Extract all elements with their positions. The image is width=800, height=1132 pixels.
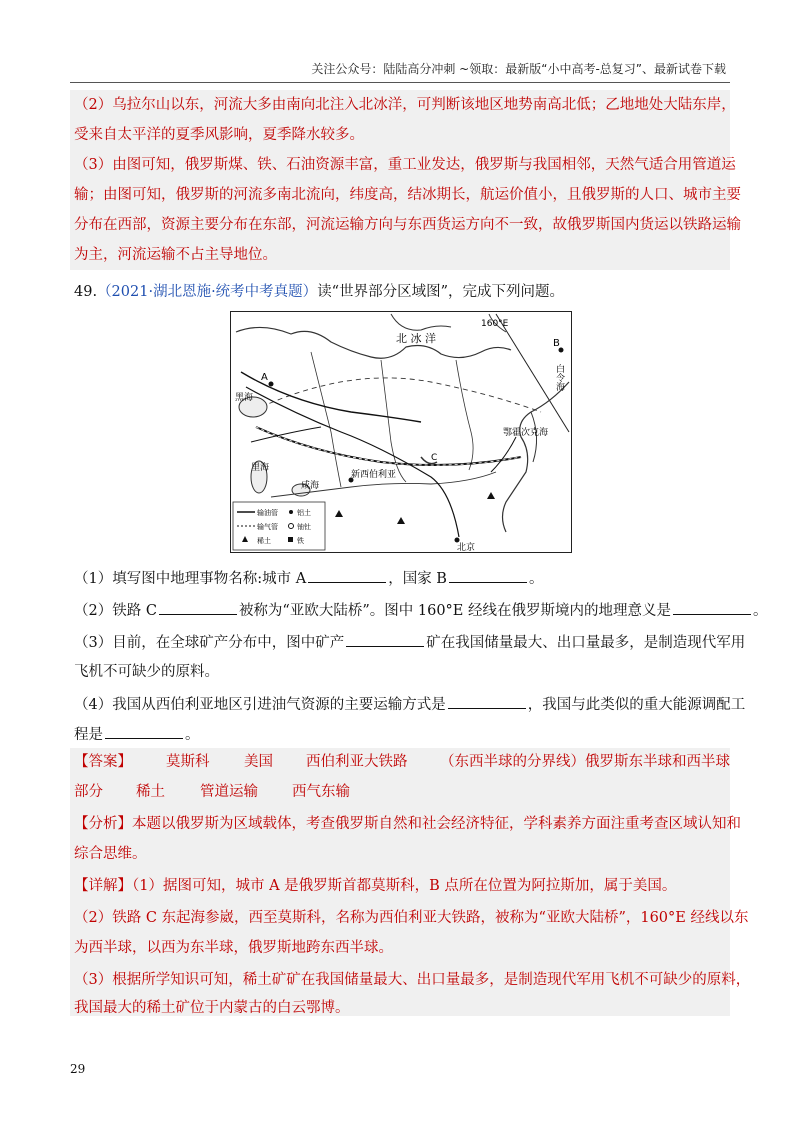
pacific-coastline — [503, 382, 570, 532]
legend-bauxite-symbol — [289, 510, 293, 514]
blank-meridian-meaning[interactable] — [673, 600, 751, 615]
rare-earth-marker-3 — [487, 492, 495, 499]
prev-answer-p3-line3: 分布在西部，资源主要分布在东部，河流运输方向与东西货运方向不一致，故俄罗斯国内货运以铁路运输 — [74, 217, 741, 233]
subquestion-3-line2: 飞机不可缺少的原料。 — [74, 664, 219, 680]
rare-earth-marker-2 — [335, 510, 343, 517]
label-bering-sea-text: 白令海 — [554, 364, 564, 391]
legend-rare-earth-text: 稀土 — [257, 537, 271, 545]
label-beijing: 北京 — [457, 543, 476, 552]
answer-line2 — [74, 782, 474, 802]
pipeline-north — [241, 372, 421, 422]
q4-text-a: （4）我国从西伯利亚地区引进油气资源的主要运输方式是 — [74, 697, 446, 713]
detail-p1 — [74, 876, 676, 896]
answer-2: 美国 — [244, 754, 273, 770]
page-number: 29 — [70, 1062, 86, 1076]
prev-answer-p3-line4: 为主，河流运输不占主导地位。 — [74, 247, 277, 263]
question-heading — [74, 282, 564, 302]
blank-energy-project[interactable] — [105, 724, 183, 739]
answer-4: （东西半球的分界线）俄罗斯东半球和西半球 — [440, 754, 730, 770]
map-drawing — [231, 312, 571, 552]
detail-p3-line2: 我国最大的稀土矿位于内蒙古的白云鄂博。 — [74, 1000, 350, 1016]
label-a: A — [261, 372, 268, 383]
q2-text-c: 。 — [753, 603, 768, 619]
subquestion-4 — [74, 694, 745, 715]
subquestion-2 — [74, 600, 768, 621]
answer-3: 西伯利亚大铁路 — [306, 754, 408, 770]
q4-text-c: 程是 — [74, 727, 103, 743]
q4-text-d: 。 — [185, 727, 200, 743]
prev-answer-p3-line2: 输；由图可知，俄罗斯的河流多南北流向，纬度高，结冰期长，航运价值小，且俄罗斯的人口、城市主要 — [74, 187, 741, 203]
answer-tag: 【答案】 — [74, 754, 132, 770]
q1-text-c: 。 — [528, 571, 544, 587]
label-novosibirsk: 新西伯利亚 — [351, 470, 397, 480]
legend-oil-text: 输油管 — [257, 509, 278, 517]
label-c: C — [431, 453, 438, 463]
answer-4-cont: 部分 — [74, 784, 103, 800]
blank-railway-c[interactable] — [159, 600, 237, 615]
label-arctic-ocean: 北 冰 洋 — [396, 332, 436, 345]
legend-gas-text: 输气管 — [257, 523, 278, 531]
railway-ticks — [256, 427, 521, 465]
q3-text-a: （3）目前，在全球矿产分布中，图中矿产 — [74, 635, 345, 651]
q1-text-a: （1）填写图中地理事物名称:城市 A — [74, 571, 307, 587]
city-a-marker — [269, 382, 274, 387]
q2-text-a: （2）铁路 C — [74, 603, 157, 619]
river-lena — [456, 360, 473, 470]
blank-city-a[interactable] — [308, 568, 386, 583]
detail-p2-line2: 为西半球，以西为东半球，俄罗斯地跨东西半球。 — [74, 940, 393, 956]
blank-mineral[interactable] — [346, 632, 424, 647]
q1-text-b: ，国家 B — [388, 571, 447, 587]
legend-uranium-text: 铀钍 — [297, 523, 311, 531]
prev-answer-p3-line1: （3）由图可知，俄罗斯煤、铁、石油资源丰富，重工业发达，俄罗斯与我国相邻，天然气适合用管道运 — [74, 157, 736, 173]
q2-text-b: 被称为“亚欧大陆桥”。图中 160°E 经线在俄罗斯境内的地理意义是 — [238, 603, 671, 619]
pipeline-east — [491, 437, 516, 472]
detail-p3-line1: （3）根据所学知识可知，稀土矿矿在我国储量最大、出口量最多，是制造现代军用飞机不可缺少的原料， — [74, 972, 751, 988]
blank-country-b[interactable] — [449, 568, 527, 583]
arctic-coastline — [236, 327, 511, 358]
novaya-zemlya-outline — [391, 314, 451, 330]
prev-answer-box — [70, 90, 730, 270]
label-caspian: 里海 — [251, 463, 270, 473]
river-ob — [311, 352, 341, 487]
legend-rail-text: 铁 — [297, 537, 304, 545]
header-rule — [70, 82, 730, 83]
label-black-sea: 黑海 — [235, 393, 254, 403]
legend-rail-symbol — [288, 537, 293, 542]
question-number: 49. — [74, 284, 98, 300]
detail-p2-line1: （2）铁路 C 东起海参崴，西至莫斯科，名称为西伯利亚大铁路，被称为“亚欧大陆桥”，160°E 经线以东 — [74, 910, 749, 926]
prev-answer-p2-line1: （2）乌拉尔山以东，河流大多由南向北注入北冰洋，可判断该地区地势南高北低；乙地地处大陆东岸， — [74, 97, 736, 113]
subquestion-4-line2 — [74, 724, 200, 745]
answer-line1 — [74, 752, 730, 772]
detail-p1-text: （1）据图可知，城市 A 是俄罗斯首都莫斯科，B 点所在位置为阿拉斯加，属于美国。 — [132, 878, 677, 894]
label-aral: 咸海 — [301, 481, 320, 491]
analysis-line1 — [74, 814, 741, 834]
q3-text-b: 矿在我国储量最大、出口量最多，是制造现代军用 — [426, 635, 746, 651]
answer-6: 管道运输 — [200, 784, 258, 800]
page-header: 关注公众号：陆陆高分冲刺 ~领取：最新版“小中高考-总复习”、最新试卷下载 — [311, 62, 726, 76]
arctic-circle-line — [261, 378, 541, 412]
answer-7: 西气东输 — [292, 784, 350, 800]
beijing-marker — [455, 538, 460, 543]
analysis-tag: 【分析】 — [74, 816, 132, 832]
blank-transport-mode[interactable] — [448, 694, 526, 709]
analysis-line2: 综合思维。 — [74, 846, 147, 862]
analysis-text: 本题以俄罗斯为区域载体，考查俄罗斯自然和社会经济特征，学科素养方面注重考查区域认知和 — [132, 816, 741, 832]
legend-bauxite-text: 铝土 — [297, 509, 311, 517]
label-bering-sea — [554, 363, 565, 391]
subquestion-1 — [74, 568, 543, 589]
question-stem: 读“世界部分区域图”，完成下列问题。 — [317, 284, 565, 300]
world-region-map — [230, 311, 572, 553]
label-b: B — [553, 338, 560, 349]
rare-earth-marker — [397, 517, 405, 524]
detail-tag: 【详解】 — [74, 878, 132, 894]
label-160e: 160°E — [481, 319, 509, 329]
prev-answer-p2-line2: 受来自太平洋的夏季风影响，夏季降水较多。 — [74, 127, 364, 143]
trans-siberian-railway — [256, 427, 521, 465]
answer-1: 莫斯科 — [166, 754, 210, 770]
subquestion-3 — [74, 632, 745, 653]
q4-text-b: ，我国与此类似的重大能源调配工 — [527, 697, 746, 713]
question-source: （2021·湖北恩施·统考中考真题） — [97, 284, 318, 300]
label-okhotsk: 鄂霍次克海 — [503, 428, 549, 438]
answer-5: 稀土 — [136, 784, 165, 800]
